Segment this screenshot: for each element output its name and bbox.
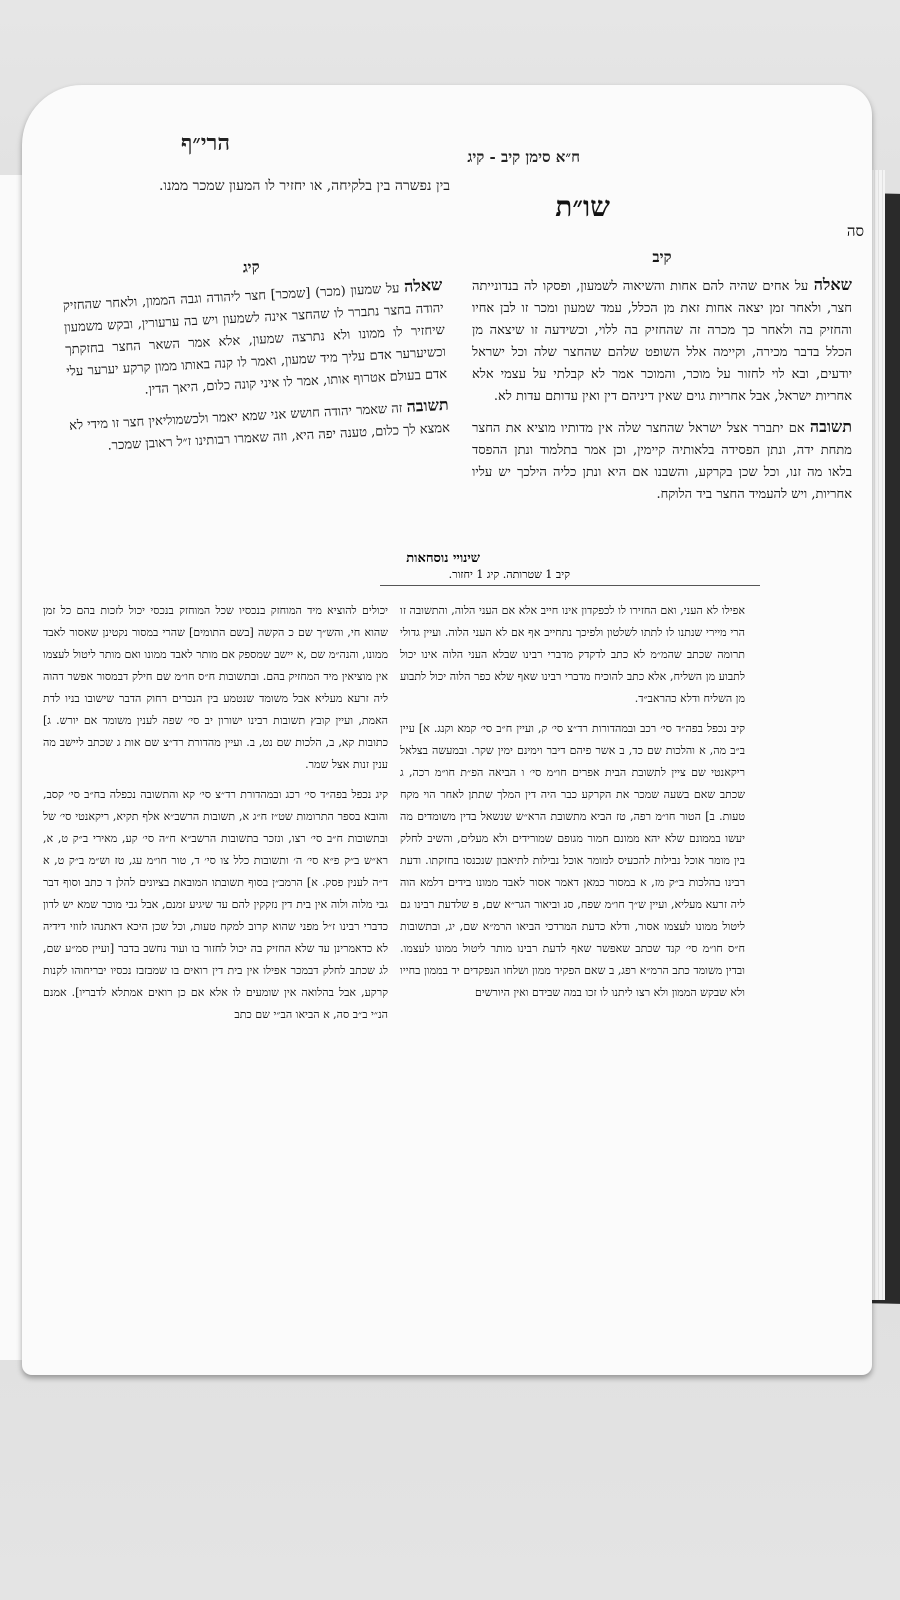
question-text: על אחים שהיה להם אחות והשיאוה לשמעון, ופסקו לה בנדונייתה חצר, ולאחר זמן יצאה אחות זאת מן הכלל, עמד שמעון ומכר זו לבן אחיו והחזיק בה ולאחר כך מכרה זה שהחזיק בה ללוי, וכשידעה זו שיצאה מן הכלל בדבר מכירה, וקיימה אלל השופט שלהם שהחצר שלה וכל ישראל יודעים, ובא לוי לחזור על מוכר, והמוכר אמר לא קבלתי על עצמי אלא אחריות ישראל, אבל אחריות גוים שאין דיניהם דין ואין עדותם עדות לא. [472,279,852,404]
question-paragraph [62,274,447,406]
question-text: על שמעון (מכר) [שמכר] חצר ליהודה וגבה הממון, ולאחר שהחזיק יהודה בחצר נתברר לו שהחצר אינה לשמעון ויש בה ערעורין, ובקש משמעון שיחזיר לו ממונו ולא נתרצה שמעון, אלא אמר השאר החצר בחזקתך וכשיערער אדם עליך מיד שמעון, ואמר לו קנה באותו ממון קרקע יערער עלי אדם בעולם אטרוף אותו, אמר לו איני קונה כלום, היאך הדין. [62,281,448,398]
section-number: קיב [652,248,672,266]
footnote-paragraph: יכולים להוציא מיד המוחזק בנכסיו שכל המוחזק בנכסי יכול לזכות בהם כל זמן שהוא חי, והש״ך שם כ הקשה [בשם התומים] שהרי במסור נקטינן שאסור לאבד ממונו, והנה״מ שם ,א יישב שמספק אם מותר לאבד ממונו ואם מותר ליטול לעצמו אין מוציאין מיד המחזיק בהם. ובתשובות ח״ס חו״מ שם חילק דבמסור אפשר דהוה ליה זרעא מעליא אבל משומד שנטמע בין הנכרים רחוק הדבר שישובו בניו לדת האמת, ועיין קובץ תשובות רבינו ישורון יב סי׳ שפה לענין משומד אם יורש. ג] כתובות קא, ב, הלכות שם נט, ב. ועיין מהדורת רד״צ שם אות ג שכתב ליישב מה ענין זנות אצל שמר. [43,604,388,771]
footnote-paragraph: קיב נכפל בפה״ד סי׳ רכב ובמהדורות רד״צ סי׳ ק, ועיין ח״ב סי׳ קמא וקנג. א] עיין ב״ב מה, א והלכות שם כד, ב אשר פיהם דיבר וימינם ימין שקר. ובמעשה בצלאל ריקאנטי שם ציין לתשובת הבית אפרים חו״מ סי׳ ו הביאה הפ״ת חו״מ רכה, ג שכתב שאם בשעה שמכר את הקרקע כבר היה דין המלך שתתן לאחר הוי מקח טעות. ב] הטור חו״מ רפה, טז הביא מתשובת הרא״ש שנשאל בדין משומדים מה יעשו בממונם שלא יהא ממונם חמור מגופם שמורידים ולא מעלים, והשיב לחלק בין מומר אוכל נבילות להכעיס למומר אוכל נבילות לתיאבון שנכנסו בחזקתו. ודעת רבינו בהלכות ב״ק מז, א במסור כמאן דאמר אסור לאבד ממונו בידים דלמא הוה ליה זרעא מעליא, ועיין ש״ך חו״מ שפח, סג וביאור הגר״א שם, פ שלדעת רבינו גם ליטול ממונו לעצמו אסור, ודלא כדעת המרדכי הביאו הרמ״א שם, יג, ובתשובות ח״ס חו״מ סי׳ קנד שכתב שאפשר שאף לדעת רבינו מותר ליטול ממונו לעצמו. ובדין משומד כתב הרמ״א רפג, ב שאם הפקיד ממון ושלחו הנפקדים יד בממון בחייו ולא שבקש הממון ולא רצו ליתנו לו זכו במה שבידם ואין היורשים [400,722,745,999]
answer-lead: תשובה [406,394,450,416]
variants-title: שינויי נוסחאות [406,551,480,566]
question-lead: שאלה [813,275,852,294]
answer-text: אם יתברר אצל ישראל שהחצר שלה אין מדותיו מוציא את החצר מתחת ידה, ונתן הפסידה בלאותיה קיימין, וכן אמר בתלמוד ונתן ההפסד בלאו מה זנו, וכל שכן בקרקע, והשבנו אם היא ונתן כליה הילכך יש עליו אחריות, ויש להעמיד החצר ביד הלוקח. [472,421,852,502]
header-book-name: שו״ת [555,190,610,223]
footnotes-right-column [400,600,745,1012]
section-number: קיג [242,257,261,277]
section-113 [61,240,451,468]
divider-rule [380,585,760,586]
question-lead: שאלה [403,274,443,296]
question-paragraph [472,274,852,408]
answer-paragraph [472,416,852,506]
footnote-paragraph: קיג נכפל בפה״ד סי׳ רכג ובמהדורת רד״צ סי׳ קא והתשובה נכפלה בח״ב סי׳ קסב, והובא בספר התרומות שט״ז ח״ג א, תשובות הרשב״א אלף תקיא, ריקאנטי סי׳ של ובתשובות ח״ב סי׳ רצו, ונזכר בתשובות הרשב״א ח״ה סי׳ קע, מאירי ב״ק ט, א, רא״ש ב״ק פ״א סי׳ ה׳ ותשובות כלל צו סי׳ ד, טור חו״מ עג, טז וש״מ ב״ק ט, א ד״ה לענין פסק. א] הרמב״ן בסוף תשובתו המובאת בציונים להלן ד כתב וסוף דבר גבי מלוה ולוה אין בית דין נזקקין להם עד שיגיע זמנם, אבל גבי מוכר שמא יש לדון כדברי רבינו ז״ל מפני שהוא קרוב למקח טעות, וכל שכן היכא דאתנהו לזוזי דידיה לא כדאמרינן עד שלא החזיק בה יכול לחזור בו ועוד נחשב בדבר [ועיין סמ״ע שם, לג שכתב לחלק דבמכר אפילו אין בית דין רואים בו שמבזבז נכסיו יבריחוהו לקנות קרקע, אבל בהלואה אין שומעים לו אלא אם כן רואים אמתלא לדבריו]. אמנם הנ״י ב״ב סה, א הביאו הב״י שם כתב [43,788,388,1021]
answer-lead: תשובה [809,417,852,436]
answer-paragraph [69,394,451,460]
footnote-paragraph: אפילו לא העני, ואם החזירו לו לכפקדון אינו חייב אלא אם העני הלוה, והתשובה זו הרי מיירי שנתנו לו לתתו לשלטון ולפיכך נתחייב אף אם לא העני הלוה. ועיין גדולי תרומה שכתב שהמ״מ לא כתב לדקדק מדברי רבינו שבלא העני הלוה אינו יכול לתבוע מן השליח, אלא כתב להוכיח מדברי רבינו שאף שלא כפר הלוה יכול לתבוע מן השליח ודלא כהראב״ד. [400,604,745,705]
footnotes-left-column [43,600,388,1034]
continuation-text: בין נפשרה בין בלקיחה, או יחזיר לו המעון שמכר ממנו. [158,178,450,194]
section-112 [472,240,852,514]
header-page-number: סה [846,222,864,240]
variants-line: קיב 1 שטרותה. קיג 1 יחזור. [448,568,570,581]
answer-text: זה שאמר יהודה חושש אני שמא יאמר ולכשמוליאין חצר זו מידי לא אמצא לך כלום, טענה יפה היא, וזה שאמרו רבותינו ז״ל ראובן שמכר. [68,401,451,454]
header-running-head: ח״א סימן קיב - קיג [467,148,580,166]
header-title: הרי״ף [181,130,230,156]
